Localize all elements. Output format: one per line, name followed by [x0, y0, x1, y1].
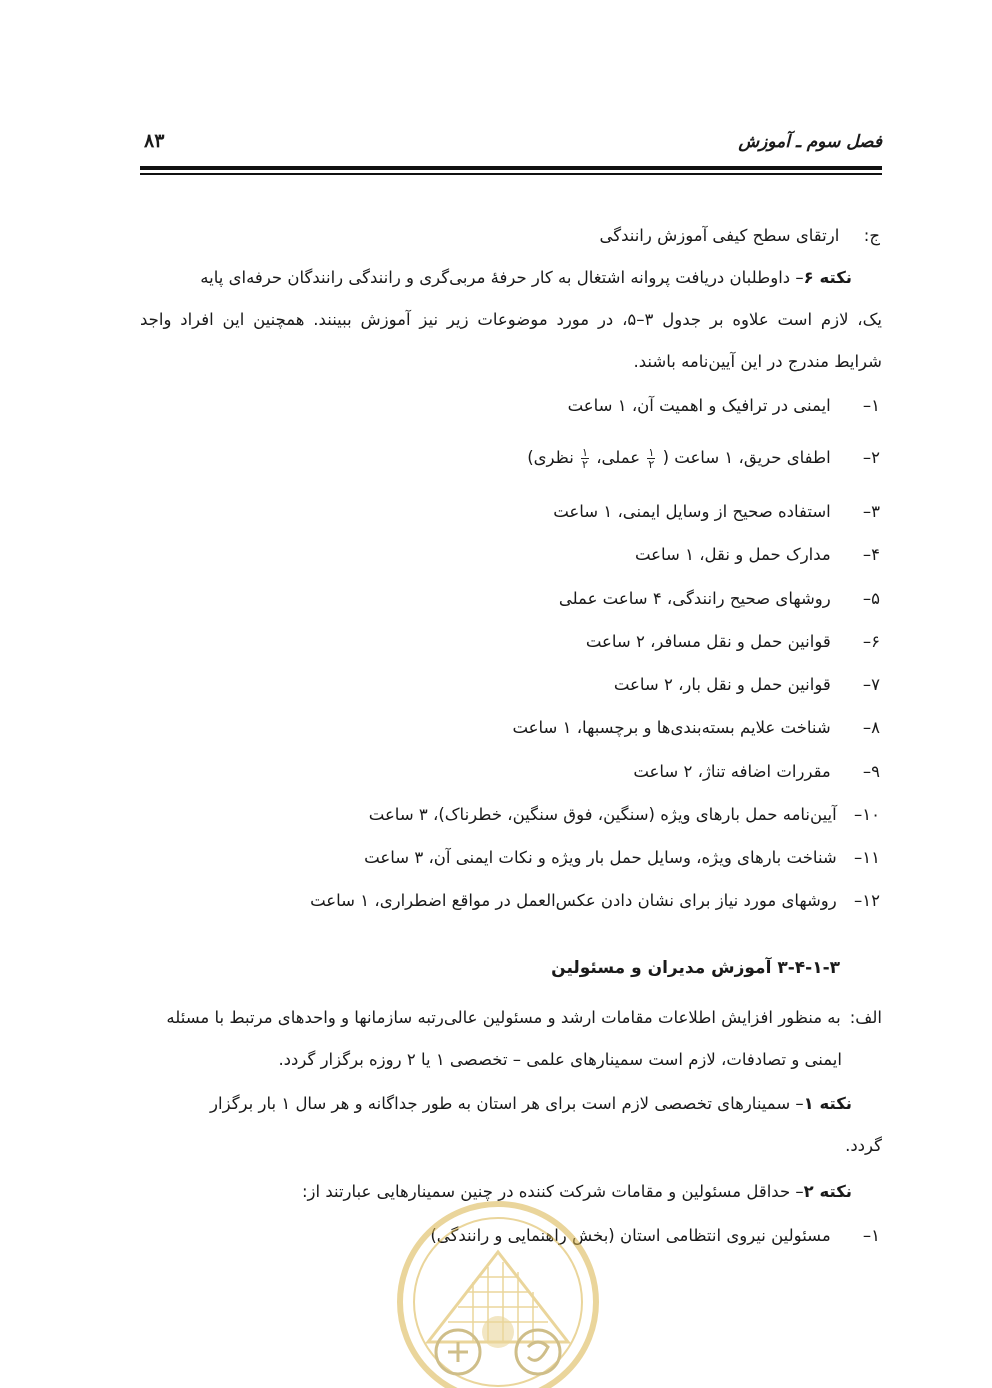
- note6-line3: شرایط مندرج در این آیین‌نامه باشند.: [633, 352, 882, 371]
- chapter-title: فصل سوم ـ آموزش: [738, 132, 882, 152]
- note1-keyword: نکته ۱: [803, 1094, 852, 1113]
- note6-line2: یک، لازم است علاوه بر جدول ۳–۵، در مورد موضوعات زیر نیز آموزش ببینند. همچنین این افراد واجد: [140, 310, 882, 329]
- section-alef-line1-text: به منظور افزایش اطلاعات مقامات ارشد و مسئولین عالی‌رتبه سازمانها و واحدهای مرتبط با مسئله: [166, 1008, 841, 1027]
- list-item-number: ۸–: [862, 718, 880, 737]
- list-item: [512, 716, 880, 740]
- list-item: [635, 543, 880, 567]
- list-item-text: شناخت علایم بسته‌بندی‌ها و برچسبها، ۱ ساعت: [512, 718, 831, 737]
- list-item-text: روشهای صحیح رانندگی، ۴ ساعت عملی: [558, 589, 831, 608]
- section-heading: ۳-۴-۱-۳ آموزش مدیران و مسئولین: [551, 958, 840, 978]
- list-item-text: مسئولین نیروی انتظامی استان (بخش راهنمایی و رانندگی): [430, 1226, 831, 1245]
- note1-line1: [210, 1092, 852, 1116]
- list-item: [633, 760, 880, 784]
- list-item-number: ۵–: [862, 589, 880, 608]
- list-item-number: ۳–: [862, 502, 880, 521]
- section-c-line: [599, 224, 880, 248]
- header-rule-thin: [140, 173, 882, 175]
- fire-text-before: اطفای حریق، ۱ ساعت (: [662, 448, 831, 467]
- list-item-text: روشهای مورد نیاز برای نشان دادن عکس‌العمل در مواقع اضطراری، ۱ ساعت: [310, 891, 837, 910]
- note6-keyword: نکته ۶: [803, 268, 852, 287]
- list-item-number: ۴–: [862, 545, 880, 564]
- header-rule-thick: [140, 166, 882, 170]
- list-item: [559, 587, 880, 611]
- list-item-text: قوانین حمل و نقل مسافر، ۲ ساعت: [585, 632, 831, 651]
- list-item-number: ۲–: [862, 448, 880, 467]
- note6-line1: [200, 266, 852, 290]
- fire-text-after: نظری): [527, 448, 574, 467]
- section-alef-label: الف:: [849, 1008, 882, 1027]
- list-item: [364, 846, 880, 870]
- list-item-number: ۷–: [862, 675, 880, 694]
- page-header: [140, 128, 882, 162]
- note1-line1-text: – سمینارهای تخصصی لازم است برای هر استان به طور جداگانه و هر سال ۱ بار برگزار: [210, 1094, 804, 1113]
- note1-line2: گردد.: [845, 1136, 882, 1155]
- list-item: [310, 889, 880, 913]
- list-item: [568, 394, 880, 418]
- list-item-text: مدارک حمل و نقل، ۱ ساعت: [634, 545, 831, 564]
- list-item-text: آیین‌نامه حمل بارهای ویژه (سنگین، فوق سنگین، خطرناک)، ۳ ساعت: [368, 805, 837, 824]
- fraction-numerator: ۱: [648, 446, 655, 459]
- list-item: [586, 630, 880, 654]
- page-number: ۸۳: [144, 130, 165, 152]
- list-item-number: ۱۰–: [854, 805, 880, 824]
- list-item: [527, 446, 880, 470]
- note2-keyword: نکته ۲: [803, 1182, 852, 1201]
- section-alef-line1: [140, 1006, 882, 1030]
- fraction-denominator: ۲: [582, 458, 588, 471]
- list-item: [614, 673, 880, 697]
- list-item: [553, 500, 880, 524]
- list-item-number: ۱–: [862, 1226, 880, 1245]
- list-item-number: ۱۱–: [854, 848, 880, 867]
- list-item-number: ۱–: [862, 396, 880, 415]
- list-item-number: ۶–: [862, 632, 880, 651]
- list-item-number: ۹–: [862, 762, 880, 781]
- fraction-half-practical: [647, 447, 655, 470]
- list-item-text: ایمنی در ترافیک و اهمیت آن، ۱ ساعت: [567, 396, 831, 415]
- list-item-text: [527, 446, 831, 470]
- section-c-label: ج:: [863, 226, 880, 245]
- emblem-seal-icon: [388, 1192, 608, 1388]
- fraction-half-theory: [581, 447, 589, 470]
- list-item-text: استفاده صحیح از وسایل ایمنی، ۱ ساعت: [553, 502, 831, 521]
- fire-text-mid: عملی،: [590, 448, 641, 467]
- list-item-text: قوانین حمل و نقل بار، ۲ ساعت: [613, 675, 831, 694]
- list-item: [369, 803, 880, 827]
- note2-text: – حداقل مسئولین و مقامات شرکت کننده در چنین سمینارهایی عبارتند از:: [301, 1182, 804, 1201]
- list-item-text: شناخت بارهای ویژه، وسایل حمل بار ویژه و نکات ایمنی آن، ۳ ساعت: [364, 848, 837, 867]
- note6-line1-text: – داوطلبان دریافت پروانه اشتغال به کار حرفهٔ مربی‌گری و رانندگی رانندگان حرفه‌ای پایه: [200, 268, 804, 287]
- section-c-text: ارتقای سطح کیفی آموزش رانندگی: [599, 226, 840, 245]
- list-item-number: ۱۲–: [854, 891, 880, 910]
- fraction-numerator: ۱: [582, 446, 588, 459]
- section-alef-line2: ایمنی و تصادفات، لازم است سمینارهای علمی – تخصصی ۱ یا ۲ روزه برگزار گردد.: [278, 1050, 842, 1069]
- fraction-denominator: ۲: [648, 458, 655, 471]
- list-item-text: مقررات اضافه تناژ، ۲ ساعت: [633, 762, 831, 781]
